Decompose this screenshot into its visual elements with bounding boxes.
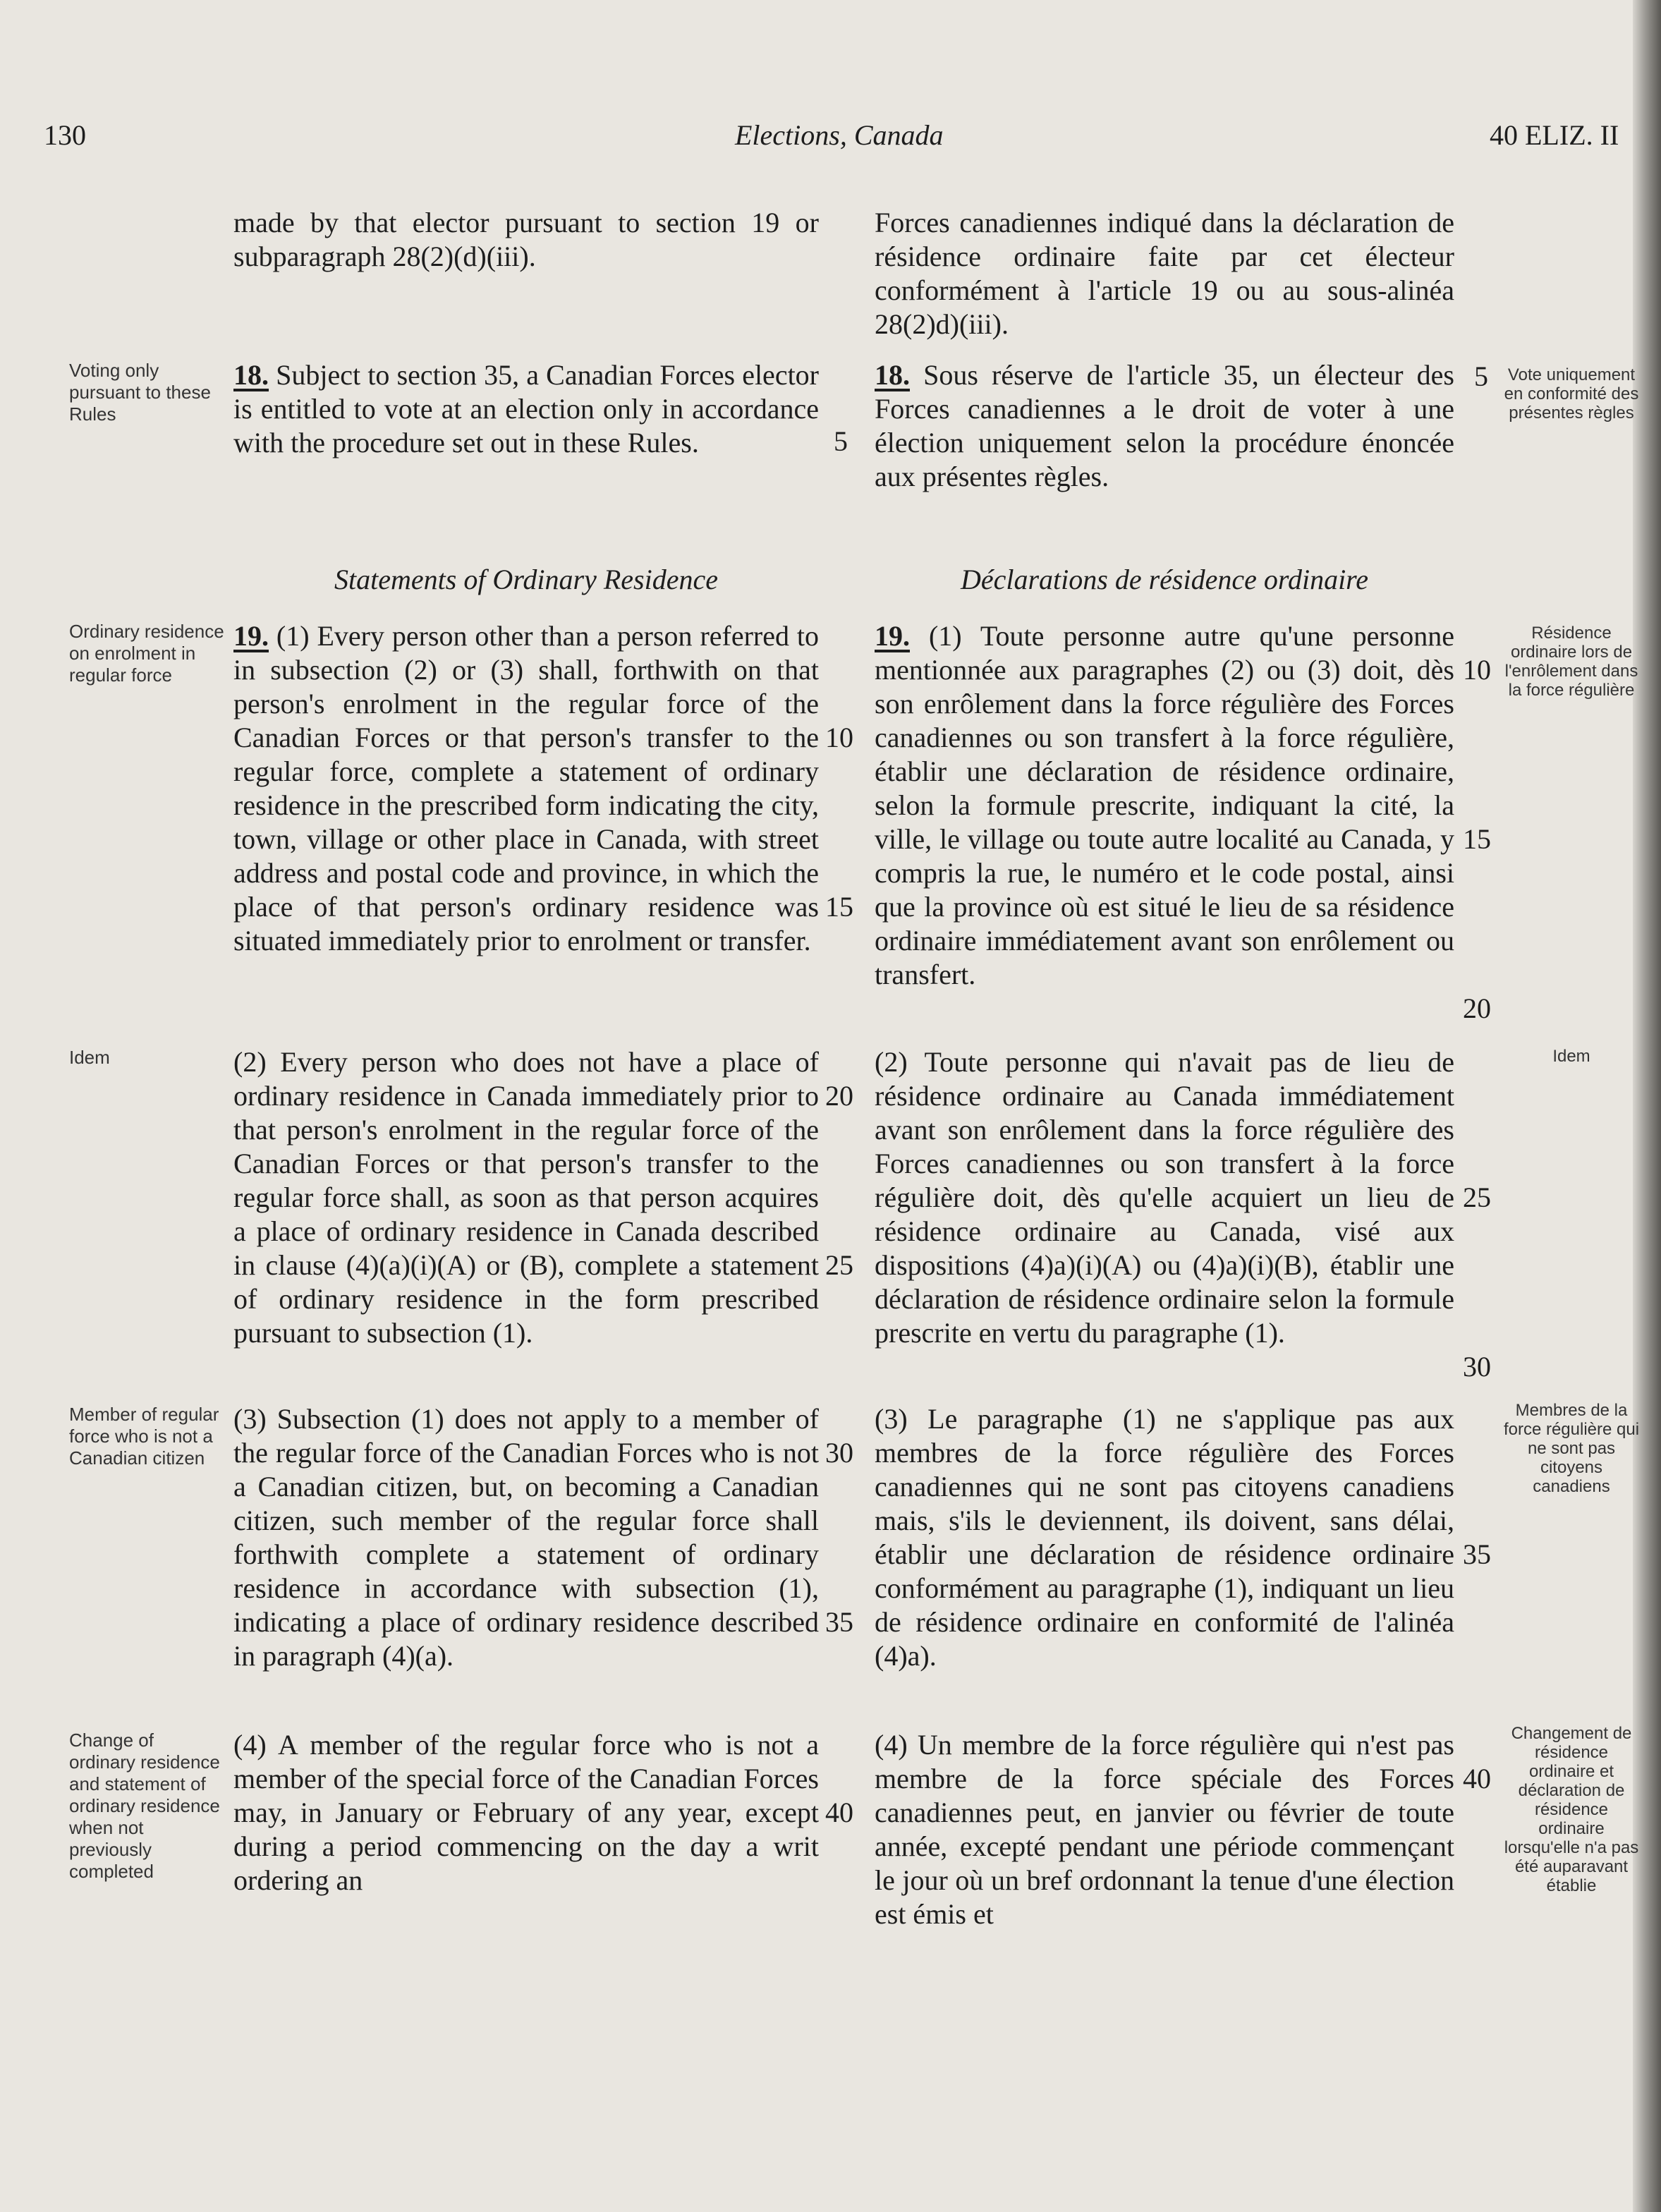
fr-section-19-1 — [875, 619, 1454, 992]
en-s19-number: 19. — [233, 620, 269, 652]
en-heading: Statements of Ordinary Residence — [334, 564, 718, 595]
fr-s19-2-text: (2) Toute personne qui n'avait pas de lieu de résidence ordinaire au Canada immédiatement avant son enrôlement dans la force régulière des Forces canadiennes ou son transfert à la force régulière doit, dès qu'elle acquiert un lieu de résidence ordinaire au Canada, visé aux dispositions (4)a)(i)(A) ou (4)a)(i)(B), établir une déclaration de résidence ordinaire selon la formule prescrite en vertu du paragraphe (1). — [875, 1046, 1454, 1349]
en-s18-number: 18. — [233, 359, 269, 391]
fr-section-19-2 — [875, 1045, 1454, 1350]
margin-note-en-s19-1: Ordinary residence on enrolment in regular force — [69, 621, 224, 686]
fr-line-number: 20 — [1463, 992, 1491, 1024]
fr-section-18 — [875, 358, 1454, 494]
fr-line-number: 25 — [1463, 1181, 1491, 1213]
margin-note-fr-s19-4: Changement de résidence ordinaire et déclaration de résidence ordinaire lorsqu'elle n'a pas été auparavant établie — [1504, 1724, 1639, 1895]
en-section-19-4 — [233, 1728, 819, 1897]
fr-line-number: 10 — [1463, 654, 1491, 686]
en-s19-2-text: (2) Every person who does not have a place of ordinary residence in Canada immediately prior to that person's enrolment in the regular force of the Canadian Forces or that person's transfer to the regular force shall, as soon as that person acquires a place of ordinary residence in Canada described in clause (4)(a)(i)(A) or (B), complete a statement of ordinary residence in the form prescribed pursuant to subsection (1). — [233, 1046, 819, 1349]
fr-section-19-4 — [875, 1728, 1454, 1931]
en-section-19-3 — [233, 1402, 819, 1673]
fr-section-19-3 — [875, 1402, 1454, 1673]
en-line-number: 35 — [825, 1606, 853, 1638]
fr-continuation — [875, 206, 1454, 341]
fr-line-number: 15 — [1463, 823, 1491, 855]
margin-note-fr-s19-3: Membres de la force régulière qui ne sont pas citoyens canadiens — [1503, 1401, 1640, 1496]
regnal-year: 40 ELIZ. II — [1490, 119, 1619, 151]
margin-note-en-s19-3: Member of regular force who is not a Canadian citizen — [69, 1404, 219, 1469]
margin-note-en-s19-4: Change of ordinary residence and statement of ordinary residence when not previously completed — [69, 1730, 220, 1882]
en-line-number: 30 — [825, 1437, 853, 1469]
en-line-number: 10 — [825, 722, 853, 753]
en-s19-3-text: (3) Subsection (1) does not apply to a member of the regular force of the Canadian Forces who is not a Canadian citizen, but, on becoming a Canadian citizen, such member of the regular force shall forthwith complete a statement of ordinary residence in accordance with subsection (1), indicating a place of ordinary residence described in paragraph (4)(a). — [233, 1403, 819, 1672]
fr-s19-1-text: (1) Toute personne autre qu'une personne mentionnée aux paragraphes (2) ou (3) doit, dès son enrôlement dans la force régulière des Forces canadiennes ou son transfert à la force régulière, établir une déclaration de résidence ordinaire, selon la formule prescrite, indiquant la cité, la ville, le village ou toute autre localité au Canada, y compris la rue, le numéro et le code postal, ainsi que la province où est situé le lieu de sa résidence ordinaire immédiatement avant son enrôlement ou transfert. — [875, 620, 1454, 990]
fr-s19-4-text: (4) Un membre de la force régulière qui n'est pas membre de la force spéciale des Forces canadiennes peut, en janvier ou février de toute année, excepté pendant une période commençant le jour où un bref ordonnant la tenue d'une élection est émis et — [875, 1729, 1454, 1930]
en-line-number: 5 — [834, 425, 848, 457]
en-section-19-1 — [233, 619, 819, 958]
running-title: Elections, Canada — [735, 119, 944, 151]
fr-s19-number: 19. — [875, 620, 910, 652]
fr-line-number: 35 — [1463, 1538, 1491, 1570]
en-continuation — [233, 206, 819, 274]
en-line-number: 20 — [825, 1080, 853, 1112]
en-line-number: 15 — [825, 891, 853, 923]
fr-line-number: 5 — [1474, 360, 1488, 392]
en-continuation-text: made by that elector pursuant to section 19 or subparagraph 28(2)(d)(iii). — [233, 207, 819, 272]
margin-note-fr-s18: Vote uniquement en conformité des présentes règles — [1504, 365, 1639, 423]
en-s19-4-text: (4) A member of the regular force who is not a member of the special force of the Canadian Forces may, in January or February of any year, except during a period commencing on the day a writ ordering an — [233, 1729, 819, 1896]
margin-note-fr-s19-2: Idem — [1552, 1047, 1590, 1066]
en-line-number: 40 — [825, 1797, 853, 1828]
fr-line-number: 30 — [1463, 1351, 1491, 1382]
fr-s19-3-text: (3) Le paragraphe (1) ne s'applique pas aux membres de la force régulière des Forces canadiennes qui ne sont pas citoyens canadiens mais, s'ils le deviennent, ils doivent, sans délai, établir une déclaration de résidence ordinaire conformément au paragraphe (1), indiquant un lieu de résidence ordinaire en conformité de l'alinéa (4)a). — [875, 1403, 1454, 1672]
en-line-number: 25 — [825, 1249, 853, 1281]
page-number: 130 — [44, 119, 86, 151]
margin-note-en-s18: Voting only pursuant to these Rules — [69, 360, 211, 425]
fr-continuation-text: Forces canadiennes indiqué dans la déclaration de résidence ordinaire faite par cet électeur conformément à l'article 19 ou au sous-alinéa 28(2)d)(iii). — [875, 207, 1454, 340]
en-section-18 — [233, 358, 819, 460]
margin-note-fr-s19-1: Résidence ordinaire lors de l'enrôlement dans la force régulière — [1504, 624, 1638, 700]
fr-line-number: 40 — [1463, 1763, 1491, 1794]
fr-s18-number: 18. — [875, 359, 910, 391]
fr-s18-text: Sous réserve de l'article 35, un électeur des Forces canadiennes a le droit de voter à une élection uniquement selon la procédure énoncée aux présentes règles. — [875, 359, 1454, 492]
fr-heading: Déclarations de résidence ordinaire — [960, 564, 1369, 595]
en-s19-1-text: (1) Every person other than a person referred to in subsection (2) or (3) shall, forthwith on that person's enrolment in the regular force of the Canadian Forces or that person's transfer to the regular force, complete a statement of ordinary residence in the prescribed form indicating the city, town, village or other place in Canada, with street address and postal code and province, in which the place of that person's ordinary residence was situated immediately prior to enrolment or transfer. — [233, 620, 819, 956]
en-s18-text: Subject to section 35, a Canadian Forces elector is entitled to vote at an election only in accordance with the procedure set out in these Rules. — [233, 359, 819, 458]
margin-note-en-s19-2: Idem — [69, 1047, 110, 1068]
en-section-19-2 — [233, 1045, 819, 1350]
